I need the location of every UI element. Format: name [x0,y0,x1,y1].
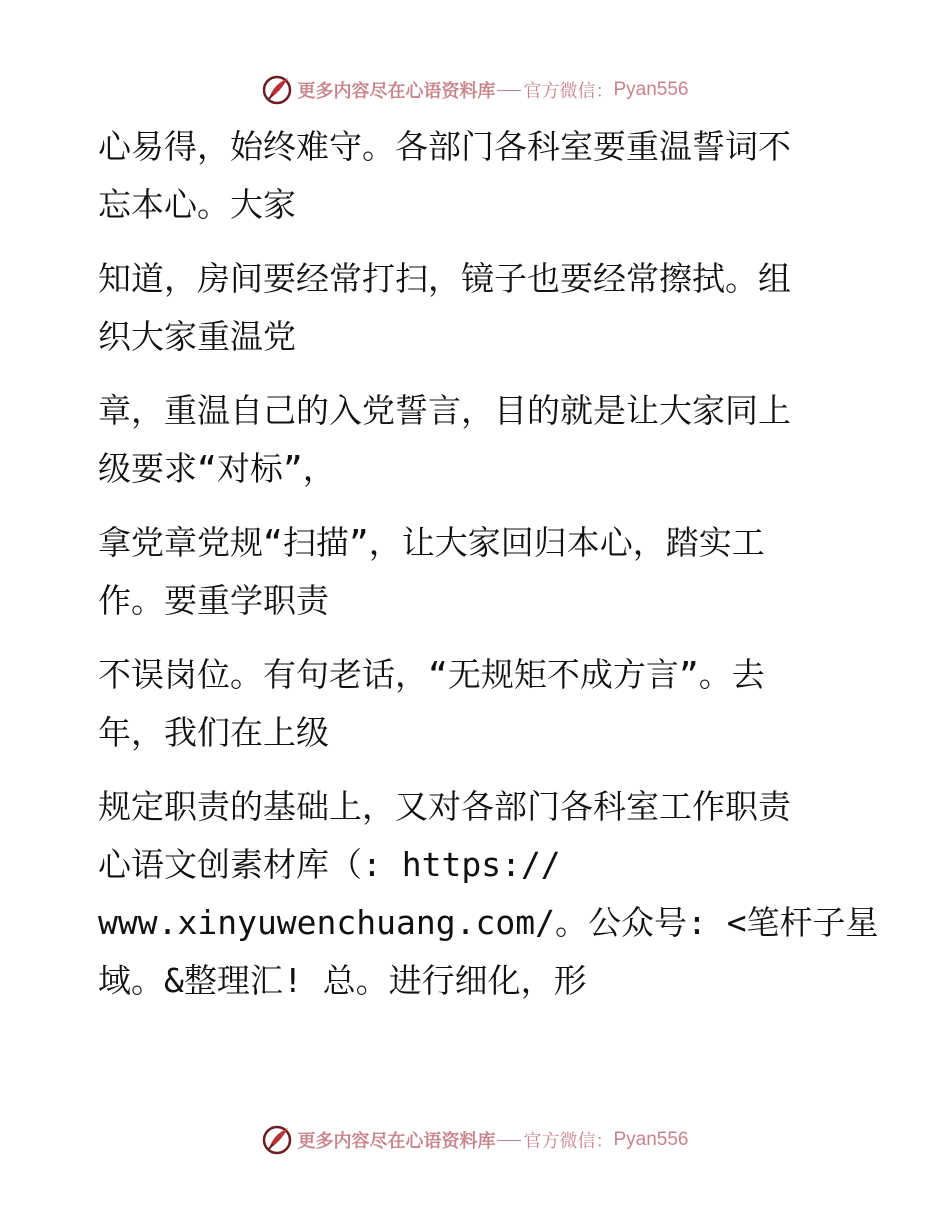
quill-logo-icon [261,74,293,106]
text-line: 域。&整理汇! 总。进行细化，形 [98,961,587,1000]
text-line: 心语文创素材库（: https:// [98,845,561,884]
paragraph-3 [98,382,838,498]
document-body [98,118,879,1010]
footer-banner-text: 更多内容尽在心语资料库 [297,1131,496,1152]
text-line: 织大家重温党 [98,317,296,356]
text-line: 年，我们在上级 [98,713,329,752]
paragraph-2 [98,250,838,366]
text-line: 心易得，始终难守。各部门各科室要重温誓词不 [98,127,791,166]
footer-wechat-id: Pyan556 [613,1129,689,1150]
footer-wechat-label: 官方微信： [523,1131,614,1152]
text-line: 知道，房间要经常打扫，镜子也要经常擦拭。组 [98,259,791,298]
header-banner-text: 更多内容尽在心语资料库 [297,81,496,102]
header-wechat-label: 官方微信： [523,81,614,102]
paragraph-6 [98,778,879,1010]
text-line: 级要求“对标”， [98,449,336,488]
text-line: 作。要重学职责 [98,581,329,620]
header-wechat-id: Pyan556 [613,79,689,100]
header-banner-dash [497,90,521,91]
paragraph-5 [98,646,838,762]
text-line: 规定职责的基础上，又对各部门各科室工作职责 [98,787,791,826]
quill-logo-icon [261,1124,293,1156]
footer-banner [0,1120,950,1160]
text-line: 不误岗位。有句老话，“无规矩不成方言”。去 [98,655,765,694]
text-line: www.xinyuwenchuang.com/。公众号: <笔杆子星 [98,903,879,942]
footer-banner-dash [497,1140,521,1141]
text-line: 章，重温自己的入党誓言，目的就是让大家同上 [98,391,791,430]
paragraph-1 [98,118,838,234]
header-banner [0,70,950,110]
text-line: 忘本心。大家 [98,185,296,224]
paragraph-4 [98,514,838,630]
text-line: 拿党章党规“扫描”，让大家回归本心，踏实工 [98,523,765,562]
